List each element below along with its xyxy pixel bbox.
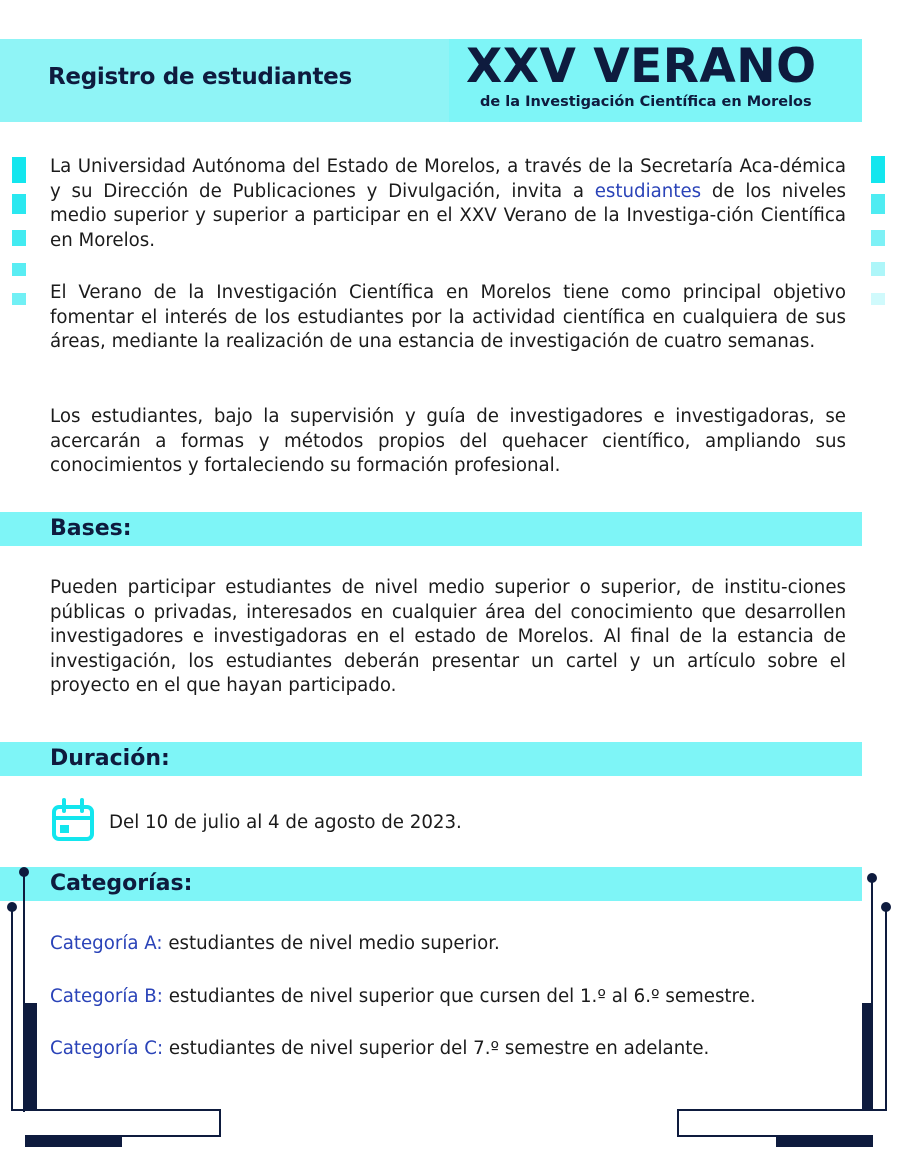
category-c: Categoría C: estudiantes de nivel superior del 7.º semestre en adelante. (50, 1038, 710, 1059)
main-subtitle: de la Investigación Científica en Morelos (480, 94, 812, 110)
categories-title: Categorías: (50, 871, 193, 896)
category-b: Categoría B: estudiantes de nivel superior que cursen del 1.º al 6.º semestre. (50, 986, 756, 1007)
students-highlight: estudiantes (594, 180, 702, 202)
calendar-icon (51, 798, 95, 842)
duration-title: Duración: (50, 746, 170, 771)
intro-paragraph-2: El Verano de la Investigación Científica en Morelos tiene como principal objetivo fomentar el interés de los estudiantes por la actividad científica en cualquiera de sus áreas, mediante la realización de una estancia de investigación de cuatro semanas. (50, 282, 846, 352)
main-title: XXV VERANO (466, 39, 817, 94)
registration-title: Registro de estudiantes (48, 64, 352, 90)
bases-title: Bases: (50, 516, 132, 541)
duration-text: Del 10 de julio al 4 de agosto de 2023. (109, 812, 462, 833)
intro-paragraph-3: Los estudiantes, bajo la supervisión y guía de investigadores e investigadoras, se acercarán a formas y métodos propios del quehacer científico, ampliando sus conocimientos y fortaleciendo su formación profesional. (50, 406, 846, 476)
intro-paragraph-1: La Universidad Autónoma del Estado de Morelos, a través de la Secretaría Aca-démica y su Dirección de Publicaciones y Divulgación, invita a estudiantes de los niveles medio superior y superior a participar en el XXV Verano de la Investiga-ción Científica en Morelos. (50, 156, 846, 251)
category-a: Categoría A: estudiantes de nivel medio superior. (50, 933, 500, 954)
bases-text: Pueden participar estudiantes de nivel medio superior o superior, de institu-ciones públicas o privadas, interesados en cualquier área del conocimiento que desarrollen investigadores e investigadoras en el estado de Morelos. Al final de la estancia de investigación, los estudiantes deberán presentar un cartel y un artículo sobre el proyecto en el que hayan participado. (50, 577, 846, 696)
